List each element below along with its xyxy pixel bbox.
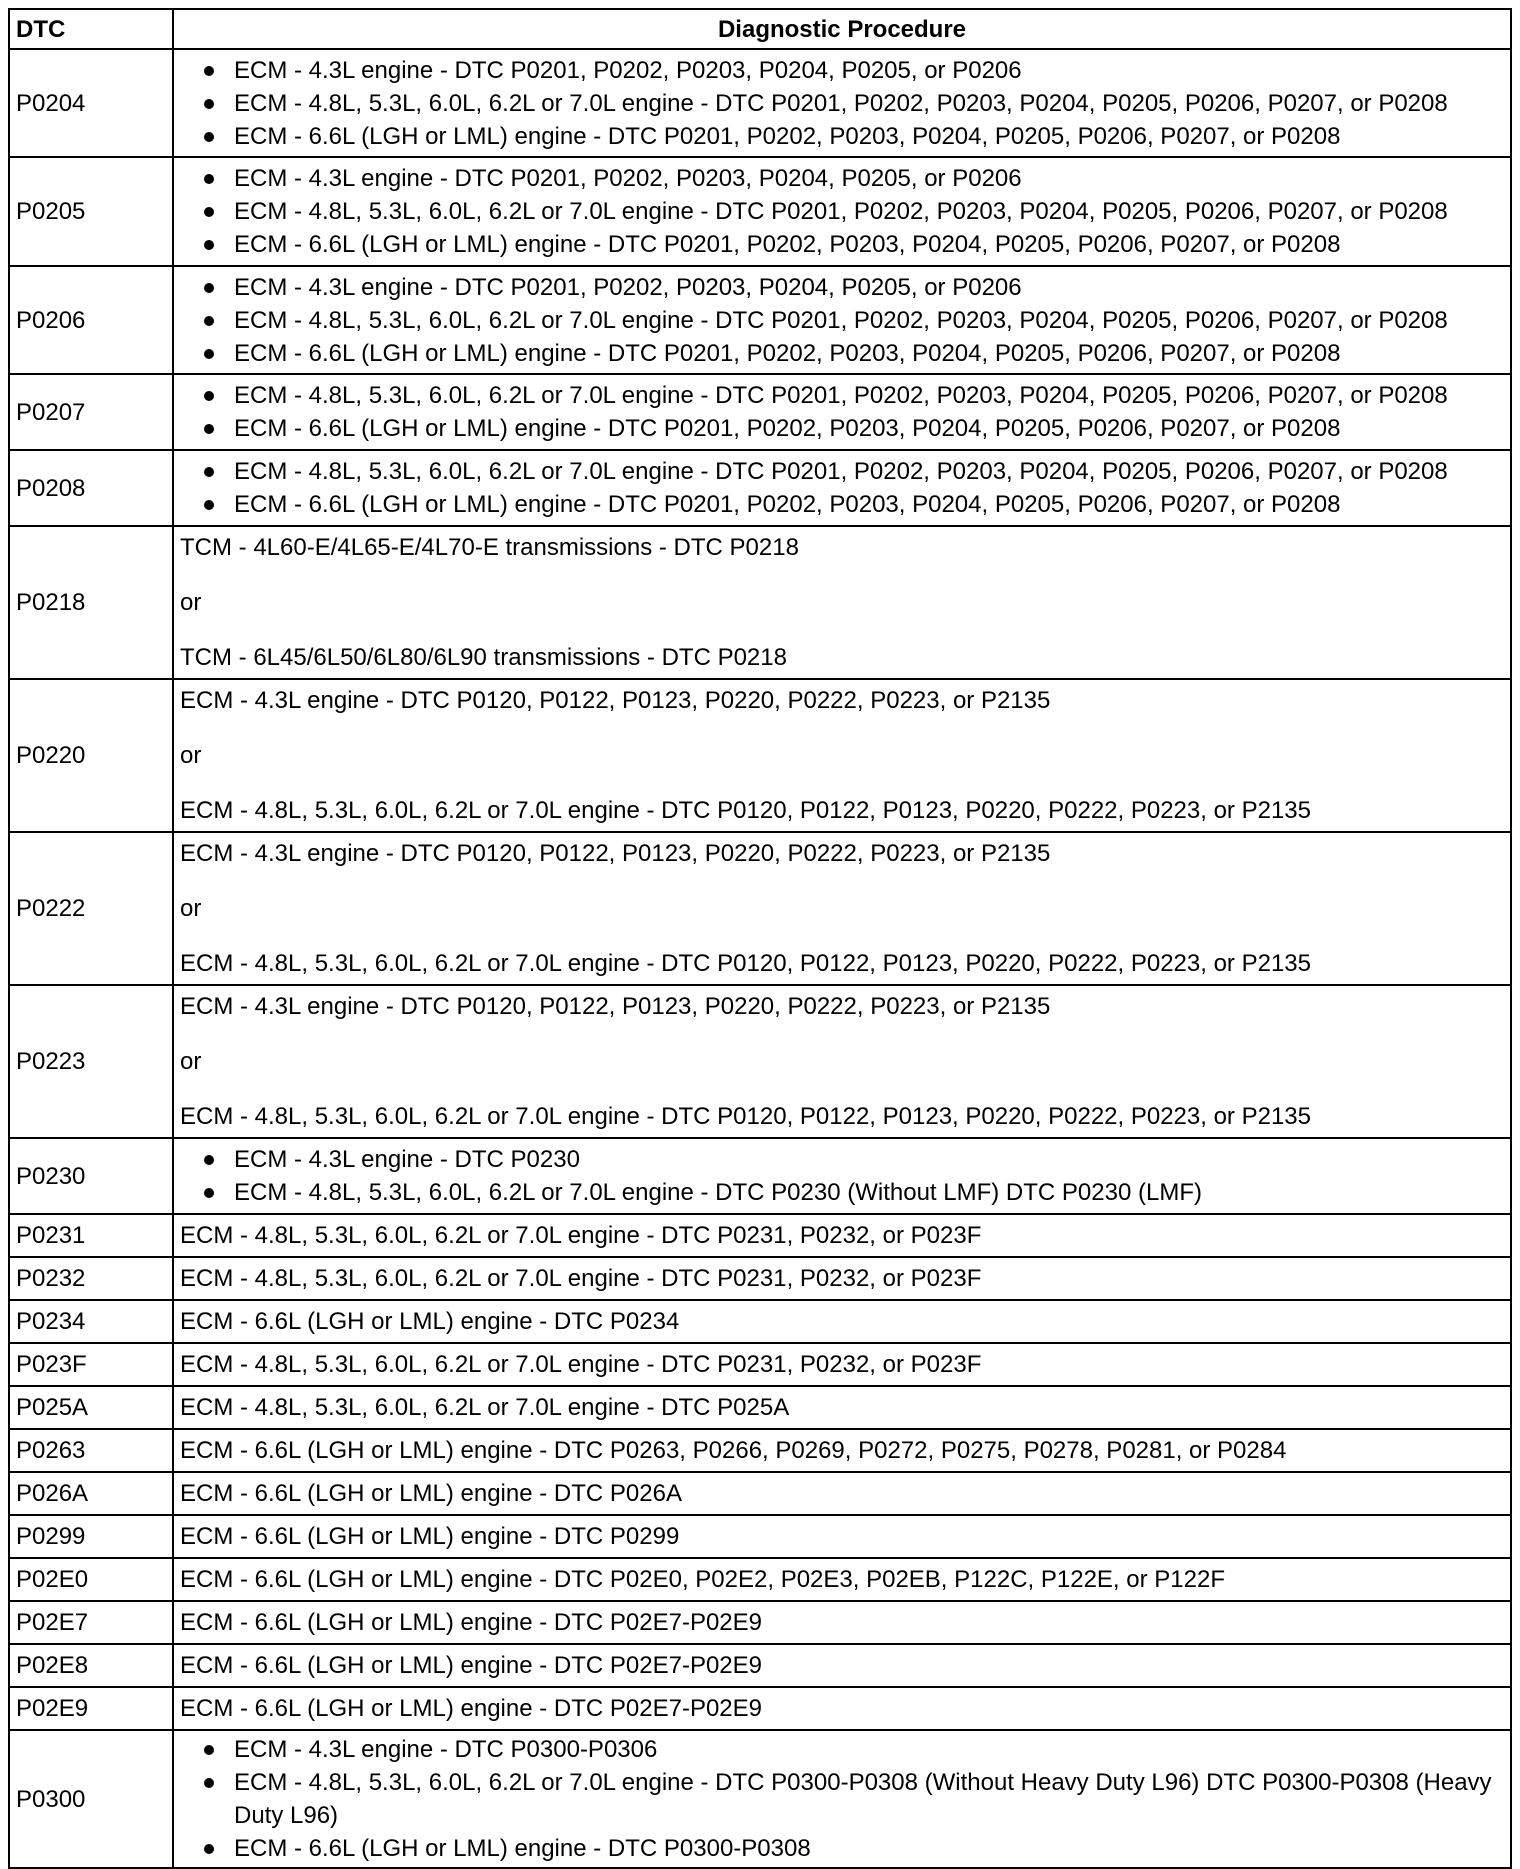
- table-row: [9, 1214, 1511, 1257]
- dtc-code: P023F: [9, 1343, 173, 1386]
- diagnostic-procedure-cell: [173, 1343, 1511, 1386]
- or-separator: or: [180, 895, 202, 922]
- procedure-link[interactable]: ECM - 4.3L engine - DTC P0120, P0122, P0123, P0220, P0222, P0223, or P2135: [180, 687, 1051, 714]
- procedure-link[interactable]: ECM - 4.8L, 5.3L, 6.0L, 6.2L or 7.0L engine - DTC P0120, P0122, P0123, P0220, P0222, P0223, or P2135: [180, 950, 1311, 977]
- diagnostic-procedure-cell: [173, 266, 1511, 374]
- diagnostic-procedure-cell: [173, 1515, 1511, 1558]
- table-row: [9, 1472, 1511, 1515]
- procedure-link[interactable]: ECM - 4.8L, 5.3L, 6.0L, 6.2L or 7.0L engine - DTC P0300-P0308 (Without Heavy Duty L96) DTC P0300-P0308 (Heavy Duty L96): [180, 1766, 1504, 1832]
- procedure-link[interactable]: ECM - 4.8L, 5.3L, 6.0L, 6.2L or 7.0L engine - DTC P0201, P0202, P0203, P0204, P0205, P0206, P0207, or P0208: [180, 195, 1504, 228]
- table-row: [9, 985, 1511, 1138]
- table-header-row: [9, 9, 1511, 49]
- diagnostic-procedure-cell: [173, 374, 1511, 450]
- diagnostic-procedure-cell: [173, 526, 1511, 679]
- procedure-bullet-list: [180, 1143, 1504, 1209]
- diagnostic-procedure-cell: [173, 1257, 1511, 1300]
- procedure-bullet-list: [180, 271, 1504, 370]
- dtc-code: P0222: [9, 832, 173, 985]
- dtc-code: P026A: [9, 1472, 173, 1515]
- table-row: [9, 450, 1511, 526]
- procedure-link[interactable]: ECM - 4.8L, 5.3L, 6.0L, 6.2L or 7.0L engine - DTC P0201, P0202, P0203, P0204, P0205, P0206, P0207, or P0208: [180, 455, 1504, 488]
- procedure-link[interactable]: ECM - 4.3L engine - DTC P0120, P0122, P0123, P0220, P0222, P0223, or P2135: [180, 993, 1051, 1020]
- dtc-code: P0300: [9, 1730, 173, 1868]
- diagnostic-procedure-cell: [173, 832, 1511, 985]
- diagnostic-procedure-cell: [173, 1644, 1511, 1687]
- or-separator: or: [180, 589, 202, 616]
- diagnostic-procedure-cell: [173, 49, 1511, 157]
- procedure-bullet-list: [180, 379, 1504, 445]
- table-row: [9, 1687, 1511, 1730]
- table-row: [9, 1429, 1511, 1472]
- diagnostic-procedure-cell: [173, 1558, 1511, 1601]
- dtc-code: P0220: [9, 679, 173, 832]
- diagnostic-procedure-cell: [173, 1730, 1511, 1868]
- table-row: [9, 1386, 1511, 1429]
- dtc-code: P02E8: [9, 1644, 173, 1687]
- dtc-code: P025A: [9, 1386, 173, 1429]
- dtc-code: P0205: [9, 157, 173, 266]
- procedure-link[interactable]: TCM - 4L60-E/4L65-E/4L70-E transmissions - DTC P0218: [180, 534, 799, 561]
- procedure-link[interactable]: ECM - 4.3L engine - DTC P0201, P0202, P0203, P0204, P0205, or P0206: [180, 162, 1504, 195]
- table-row: [9, 1644, 1511, 1687]
- procedure-bullet-list: [180, 162, 1504, 261]
- procedure-link[interactable]: ECM - 4.3L engine - DTC P0300-P0306: [180, 1733, 1504, 1766]
- diagnostic-procedure-cell: [173, 985, 1511, 1138]
- diagnostic-procedure-cell: [173, 1386, 1511, 1429]
- procedure-link[interactable]: ECM - 4.8L, 5.3L, 6.0L, 6.2L or 7.0L engine - DTC P0120, P0122, P0123, P0220, P0222, P0223, or P2135: [180, 1103, 1311, 1130]
- table-row: [9, 157, 1511, 266]
- procedure-link[interactable]: ECM - 6.6L (LGH or LML) engine - DTC P026A: [180, 1480, 682, 1507]
- table-row: [9, 1138, 1511, 1214]
- diagnostic-procedure-cell: [173, 1138, 1511, 1214]
- table-row: [9, 266, 1511, 374]
- dtc-code: P0223: [9, 985, 173, 1138]
- procedure-link[interactable]: ECM - 4.8L, 5.3L, 6.0L, 6.2L or 7.0L engine - DTC P025A: [180, 1394, 790, 1421]
- diagnostic-procedure-cell: [173, 1300, 1511, 1343]
- procedure-bullet-list: [180, 455, 1504, 521]
- dtc-procedure-table: [8, 8, 1512, 1869]
- procedure-link[interactable]: ECM - 4.3L engine - DTC P0201, P0202, P0203, P0204, P0205, or P0206: [180, 54, 1504, 87]
- procedure-link[interactable]: ECM - 6.6L (LGH or LML) engine - DTC P02E7-P02E9: [180, 1609, 763, 1636]
- dtc-code: P02E0: [9, 1558, 173, 1601]
- table-body: [9, 49, 1511, 1868]
- procedure-link[interactable]: ECM - 4.8L, 5.3L, 6.0L, 6.2L or 7.0L engine - DTC P0201, P0202, P0203, P0204, P0205, P0206, P0207, or P0208: [180, 87, 1504, 120]
- or-separator: or: [180, 742, 202, 769]
- dtc-code: P0218: [9, 526, 173, 679]
- dtc-code: P0234: [9, 1300, 173, 1343]
- procedure-link[interactable]: ECM - 6.6L (LGH or LML) engine - DTC P02E7-P02E9: [180, 1695, 763, 1722]
- dtc-code: P0263: [9, 1429, 173, 1472]
- procedure-link[interactable]: ECM - 4.3L engine - DTC P0120, P0122, P0123, P0220, P0222, P0223, or P2135: [180, 840, 1051, 867]
- procedure-link[interactable]: ECM - 6.6L (LGH or LML) engine - DTC P0299: [180, 1523, 680, 1550]
- procedure-link[interactable]: ECM - 6.6L (LGH or LML) engine - DTC P02E7-P02E9: [180, 1652, 763, 1679]
- table-row: [9, 1257, 1511, 1300]
- table-row: [9, 1343, 1511, 1386]
- dtc-code: P0299: [9, 1515, 173, 1558]
- dtc-code: P0207: [9, 374, 173, 450]
- procedure-link[interactable]: ECM - 4.3L engine - DTC P0201, P0202, P0203, P0204, P0205, or P0206: [180, 271, 1504, 304]
- dtc-code: P02E9: [9, 1687, 173, 1730]
- header-diagnostic-procedure: Diagnostic Procedure: [173, 9, 1511, 49]
- dtc-code: P0208: [9, 450, 173, 526]
- table-row: [9, 1730, 1511, 1868]
- procedure-link[interactable]: ECM - 6.6L (LGH or LML) engine - DTC P0234: [180, 1308, 680, 1335]
- procedure-link[interactable]: ECM - 6.6L (LGH or LML) engine - DTC P0201, P0202, P0203, P0204, P0205, P0206, P0207, or P0208: [180, 120, 1504, 153]
- table-row: [9, 1558, 1511, 1601]
- procedure-bullet-list: [180, 54, 1504, 153]
- procedure-link[interactable]: ECM - 4.8L, 5.3L, 6.0L, 6.2L or 7.0L engine - DTC P0231, P0232, or P023F: [180, 1265, 982, 1292]
- procedure-link[interactable]: ECM - 6.6L (LGH or LML) engine - DTC P0201, P0202, P0203, P0204, P0205, P0206, P0207, or P0208: [180, 488, 1504, 521]
- or-separator: or: [180, 1048, 202, 1075]
- procedure-link[interactable]: ECM - 4.8L, 5.3L, 6.0L, 6.2L or 7.0L engine - DTC P0230 (Without LMF) DTC P0230 (LMF): [180, 1176, 1504, 1209]
- procedure-link[interactable]: ECM - 6.6L (LGH or LML) engine - DTC P0201, P0202, P0203, P0204, P0205, P0206, P0207, or P0208: [180, 337, 1504, 370]
- dtc-code: P0206: [9, 266, 173, 374]
- procedure-bullet-list: [180, 1733, 1504, 1865]
- diagnostic-procedure-cell: [173, 1601, 1511, 1644]
- procedure-link[interactable]: ECM - 4.8L, 5.3L, 6.0L, 6.2L or 7.0L engine - DTC P0231, P0232, or P023F: [180, 1222, 982, 1249]
- procedure-link[interactable]: ECM - 6.6L (LGH or LML) engine - DTC P02E0, P02E2, P02E3, P02EB, P122C, P122E, or P122F: [180, 1566, 1225, 1593]
- procedure-link[interactable]: ECM - 4.8L, 5.3L, 6.0L, 6.2L or 7.0L engine - DTC P0201, P0202, P0203, P0204, P0205, P0206, P0207, or P0208: [180, 379, 1504, 412]
- diagnostic-procedure-cell: [173, 1472, 1511, 1515]
- table-row: [9, 526, 1511, 679]
- procedure-link[interactable]: ECM - 6.6L (LGH or LML) engine - DTC P0201, P0202, P0203, P0204, P0205, P0206, P0207, or P0208: [180, 228, 1504, 261]
- header-dtc: DTC: [9, 9, 173, 49]
- table-row: [9, 374, 1511, 450]
- diagnostic-procedure-cell: [173, 1687, 1511, 1730]
- procedure-link[interactable]: ECM - 4.8L, 5.3L, 6.0L, 6.2L or 7.0L engine - DTC P0231, P0232, or P023F: [180, 1351, 982, 1378]
- dtc-code: P0230: [9, 1138, 173, 1214]
- table-row: [9, 1601, 1511, 1644]
- diagnostic-procedure-cell: [173, 1214, 1511, 1257]
- dtc-code: P0204: [9, 49, 173, 157]
- table-row: [9, 49, 1511, 157]
- dtc-code: P0232: [9, 1257, 173, 1300]
- procedure-link[interactable]: ECM - 4.8L, 5.3L, 6.0L, 6.2L or 7.0L engine - DTC P0201, P0202, P0203, P0204, P0205, P0206, P0207, or P0208: [180, 304, 1504, 337]
- procedure-link[interactable]: ECM - 4.3L engine - DTC P0230: [180, 1143, 1504, 1176]
- table-row: [9, 832, 1511, 985]
- table-row: [9, 679, 1511, 832]
- diagnostic-procedure-cell: [173, 157, 1511, 266]
- dtc-code: P02E7: [9, 1601, 173, 1644]
- procedure-link[interactable]: ECM - 6.6L (LGH or LML) engine - DTC P0201, P0202, P0203, P0204, P0205, P0206, P0207, or P0208: [180, 412, 1504, 445]
- diagnostic-procedure-cell: [173, 679, 1511, 832]
- procedure-link[interactable]: ECM - 6.6L (LGH or LML) engine - DTC P0300-P0308: [180, 1832, 1504, 1865]
- procedure-link[interactable]: ECM - 6.6L (LGH or LML) engine - DTC P0263, P0266, P0269, P0272, P0275, P0278, P0281, or P0284: [180, 1437, 1287, 1464]
- dtc-code: P0231: [9, 1214, 173, 1257]
- procedure-link[interactable]: ECM - 4.8L, 5.3L, 6.0L, 6.2L or 7.0L engine - DTC P0120, P0122, P0123, P0220, P0222, P0223, or P2135: [180, 797, 1311, 824]
- procedure-link[interactable]: TCM - 6L45/6L50/6L80/6L90 transmissions - DTC P0218: [180, 644, 787, 671]
- diagnostic-procedure-cell: [173, 450, 1511, 526]
- diagnostic-procedure-cell: [173, 1429, 1511, 1472]
- table-row: [9, 1515, 1511, 1558]
- table-row: [9, 1300, 1511, 1343]
